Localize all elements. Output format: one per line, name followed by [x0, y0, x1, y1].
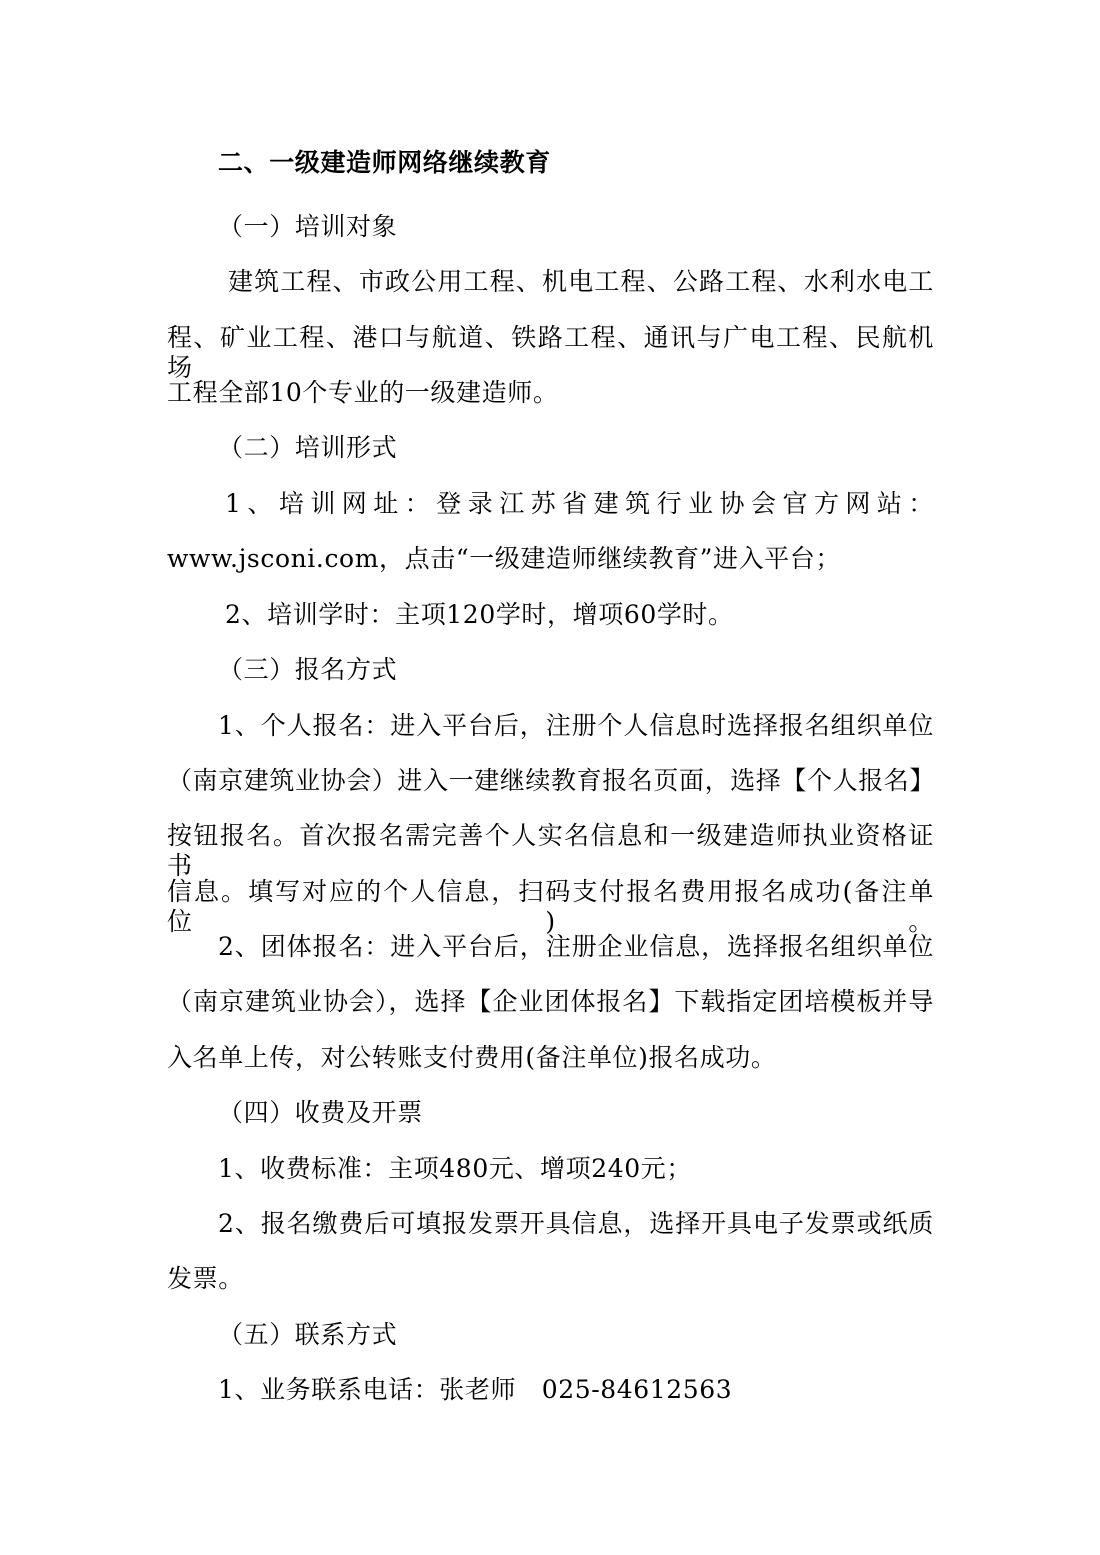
paragraph-line: 1、收费标准：主项480元、增项240元；	[218, 1154, 692, 1183]
paragraph-line: 按钮报名。首次报名需完善个人实名信息和一级建造师执业资格证书	[167, 821, 934, 880]
paragraph-line: 2、培训学时：主项120学时，增项60学时。	[225, 600, 734, 629]
paragraph-line: 建筑工程、市政公用工程、机电工程、公路工程、水利水电工	[228, 267, 934, 296]
subsection-heading-4: （四）收费及开票	[218, 1098, 423, 1127]
paragraph-line: 1、培训网址：登录江苏省建筑行业协会官方网站：	[225, 489, 934, 518]
paragraph-line: 入名单上传，对公转账支付费用(备注单位)报名成功。	[167, 1043, 777, 1072]
subsection-heading-3: （三）报名方式	[218, 655, 398, 684]
contact-phone-line: 1、业务联系电话：张老师 025-84612563	[218, 1375, 733, 1404]
paragraph-line: （南京建筑业协会），选择【企业团体报名】下载指定团培模板并导	[167, 987, 934, 1016]
paragraph-line: 程、矿业工程、港口与航道、铁路工程、通讯与广电工程、民航机场	[167, 323, 934, 382]
paragraph-line: 工程全部10个专业的一级建造师。	[167, 378, 559, 407]
paragraph-line: 2、团体报名：进入平台后，注册企业信息，选择报名组织单位	[218, 932, 934, 961]
paragraph-line: 信息。填写对应的个人信息，扫码支付报名费用报名成功(备注单位)。	[167, 877, 934, 936]
paragraph-line: （南京建筑业协会）进入一建继续教育报名页面，选择【个人报名】	[167, 766, 936, 795]
paragraph-line: 1、个人报名：进入平台后，注册个人信息时选择报名组织单位	[218, 711, 934, 740]
paragraph-line: www.jsconi.com，点击“一级建造师继续教育”进入平台；	[167, 544, 841, 573]
paragraph-line: 2、报名缴费后可填报发票开具信息，选择开具电子发票或纸质	[218, 1209, 934, 1238]
section-title: 二、一级建造师网络继续教育	[218, 148, 551, 177]
paragraph-line: 发票。	[167, 1264, 244, 1293]
subsection-heading-1: （一）培训对象	[218, 212, 398, 241]
subsection-heading-2: （二）培训形式	[218, 433, 398, 462]
subsection-heading-5: （五）联系方式	[218, 1320, 398, 1349]
